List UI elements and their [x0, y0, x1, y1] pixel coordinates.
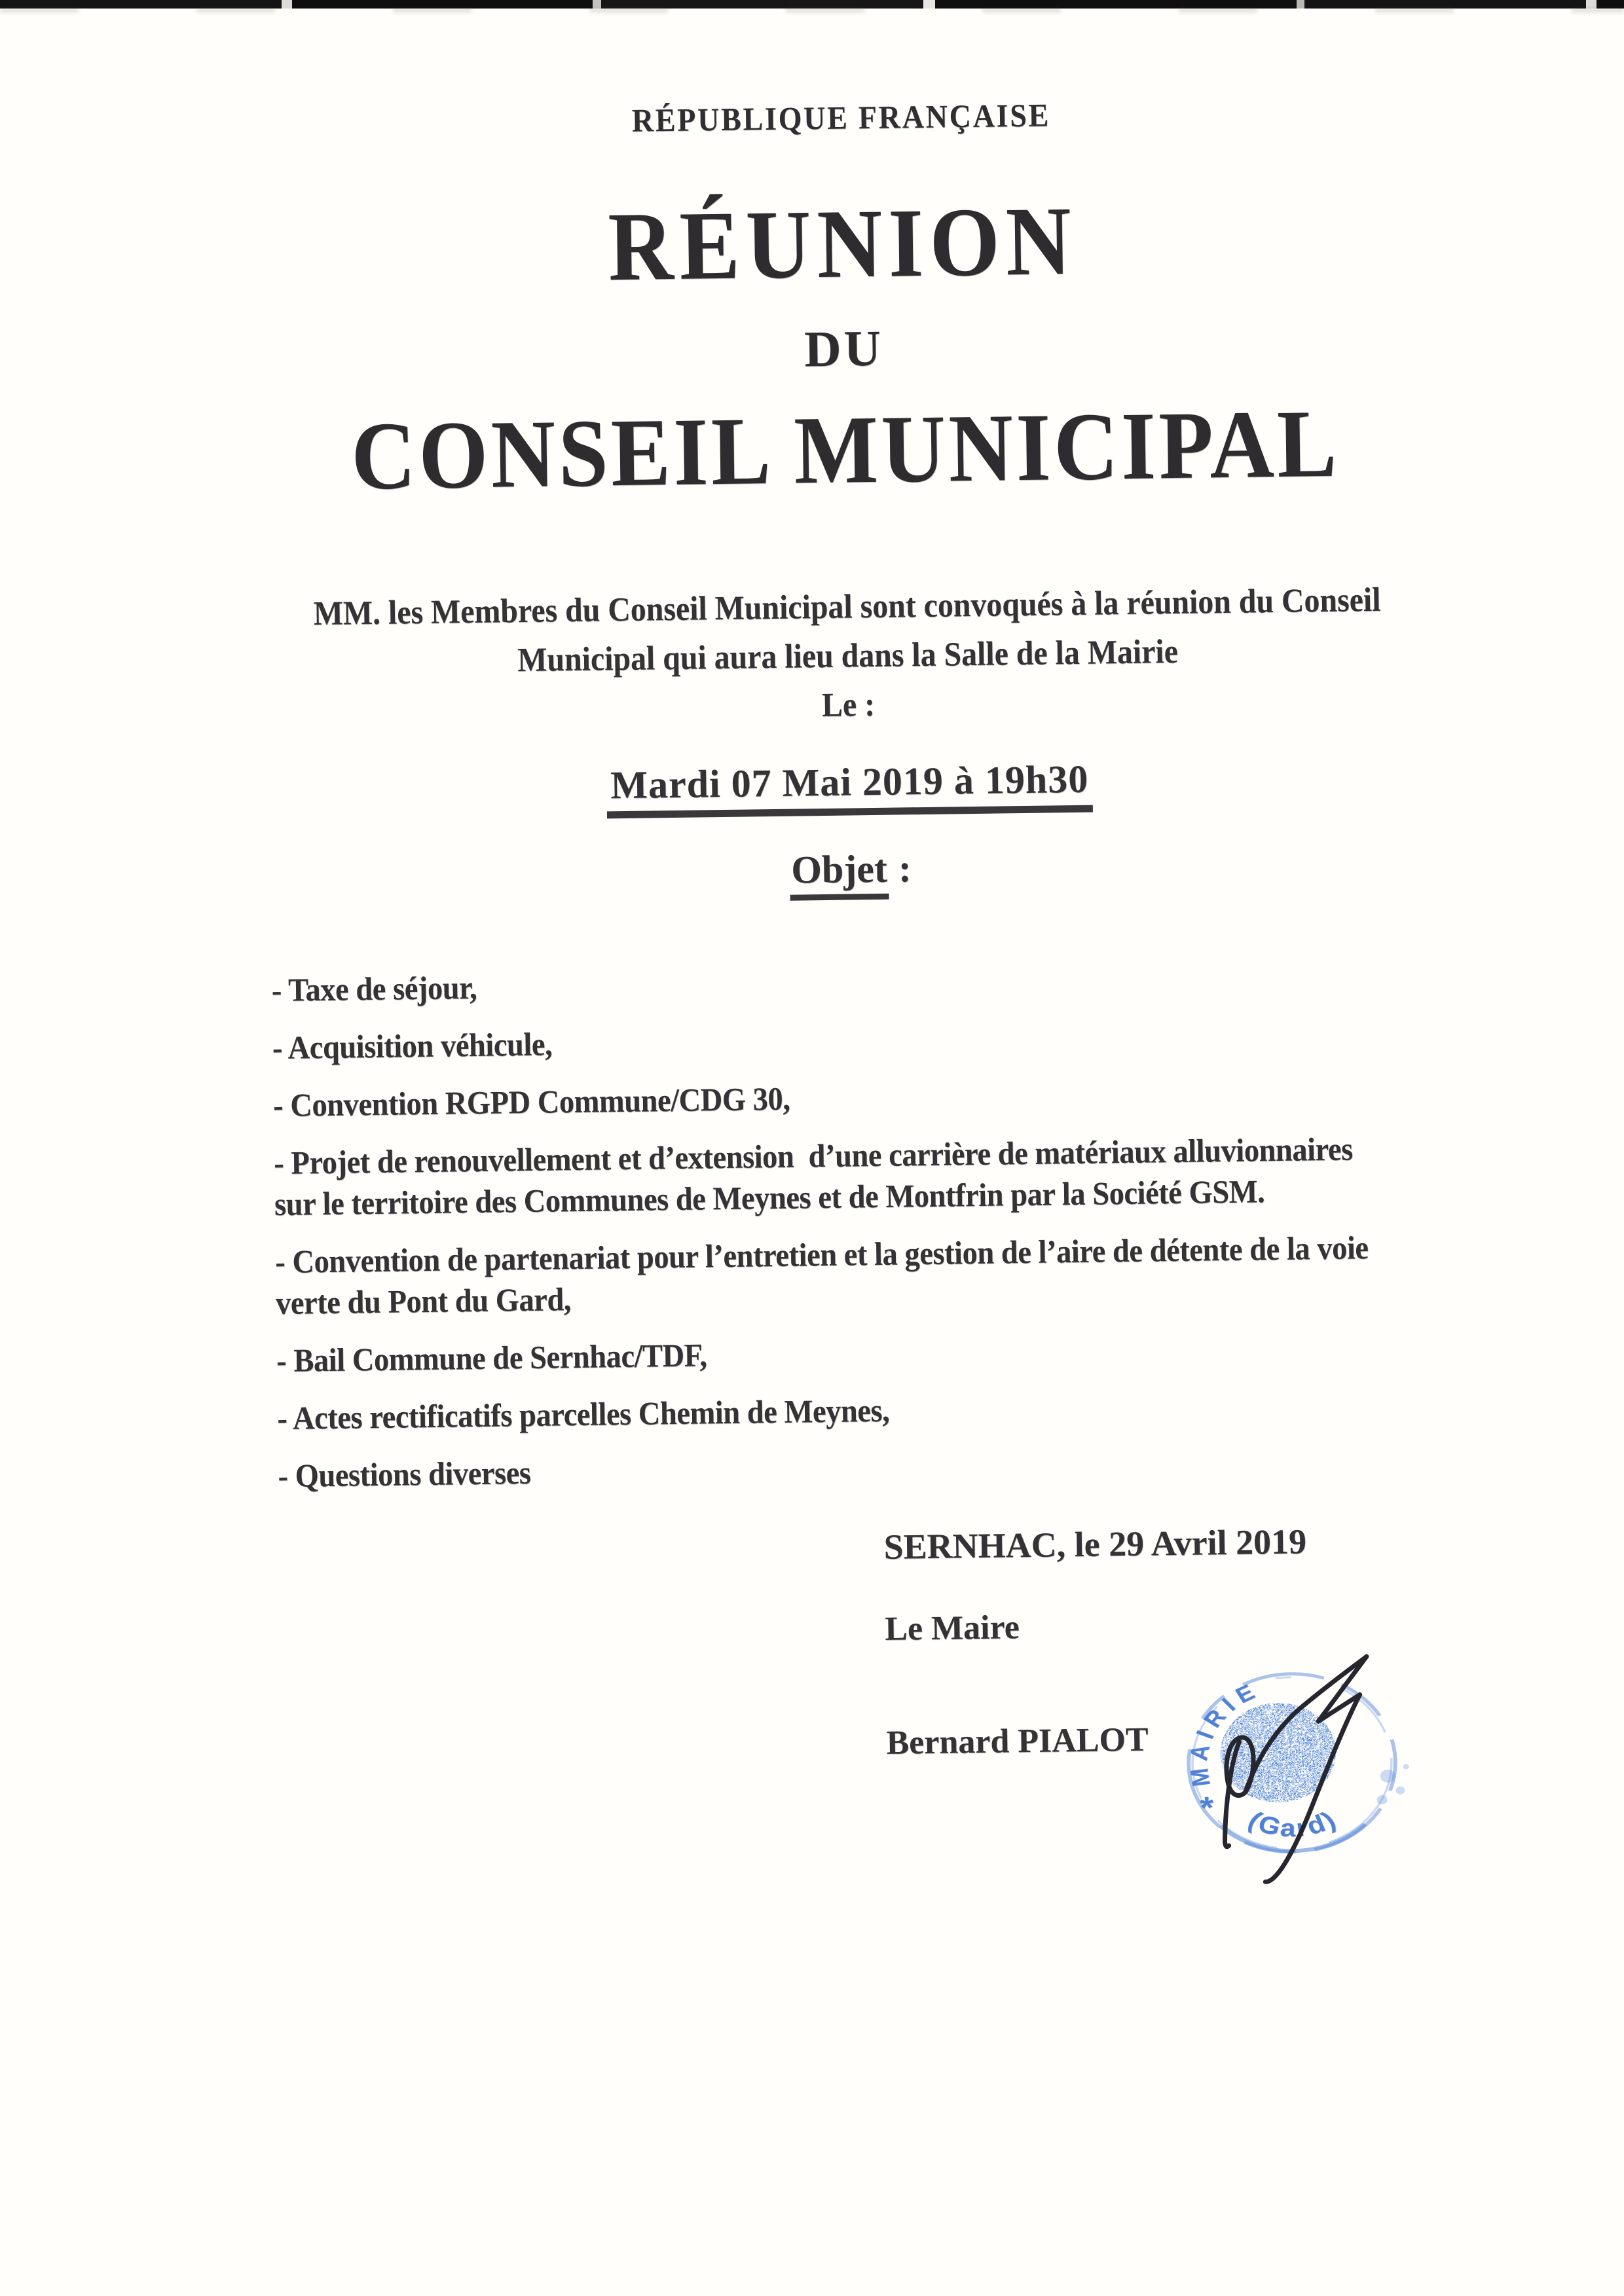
convocation-paragraph: [35, 572, 1624, 740]
agenda-item: - Questions diverses: [278, 1453, 531, 1495]
place-and-date-line: SERNHAC, le 29 Avril 2019: [883, 1522, 1307, 1567]
agenda-item: - Bail Commune de Sernhac/TDF,: [276, 1336, 707, 1379]
stamp-star-icon: *: [1200, 1790, 1214, 1825]
agenda-item: - Actes rectificatifs parcelles Chemin de Meynes,: [276, 1391, 890, 1437]
title-du: [31, 312, 1624, 384]
agenda-item: - Taxe de séjour,: [271, 968, 477, 1009]
republic-header: [29, 87, 1624, 147]
title-reunion: [30, 184, 1624, 303]
svg-text:(Gard): [1243, 1806, 1342, 1843]
agenda-item: - Convention de partenariat pour l’entretien et la gestion de l’aire de détente de la voie verte du Pont du Gard,: [274, 1229, 1369, 1322]
title-conseil-municipal: [33, 391, 1624, 509]
title-conseil-text: CONSEIL MUNICIPAL: [350, 390, 1340, 511]
title-du-text: DU: [803, 319, 884, 378]
meeting-date-row: [37, 752, 1624, 826]
signatory-name: Bernard PIALOT: [886, 1721, 1149, 1762]
republic-header-text: RÉPUBLIQUE FRANÇAISE: [631, 96, 1050, 139]
signatory-title: Le Maire: [884, 1609, 1020, 1648]
document-content: [28, 0, 1624, 2296]
agenda-item: - Convention RGPD Commune/CDG 30,: [272, 1080, 790, 1124]
agenda-list: [40, 955, 1447, 1500]
stamp-arc-text: MAIRIE: [1184, 1677, 1265, 1789]
stamp-bottom-text: (Gard): [1243, 1806, 1342, 1842]
agenda-item: - Projet de renouvellement et d’extension d’une carrière de matériaux alluvionnaires sur le territoire des Communes de Meynes et de Montfrin par la Société GSM.: [273, 1130, 1354, 1223]
meeting-date: Mardi 07 Mai 2019 à 19h30: [606, 759, 1093, 819]
convocation-text: MM. les Membres du Conseil Municipal sont convoqués à la réunion du Conseil Municipal qui aura lieu dans la Salle de la Mairie Le :: [313, 581, 1382, 725]
agenda-item: - Acquisition véhicule,: [272, 1025, 553, 1066]
objet-colon: :: [888, 847, 912, 890]
stamp-and-signature: [1122, 1550, 1494, 1986]
objet-heading: [39, 839, 1624, 910]
title-reunion-text: RÉUNION: [607, 186, 1078, 302]
objet-label: Objet: [790, 849, 889, 901]
